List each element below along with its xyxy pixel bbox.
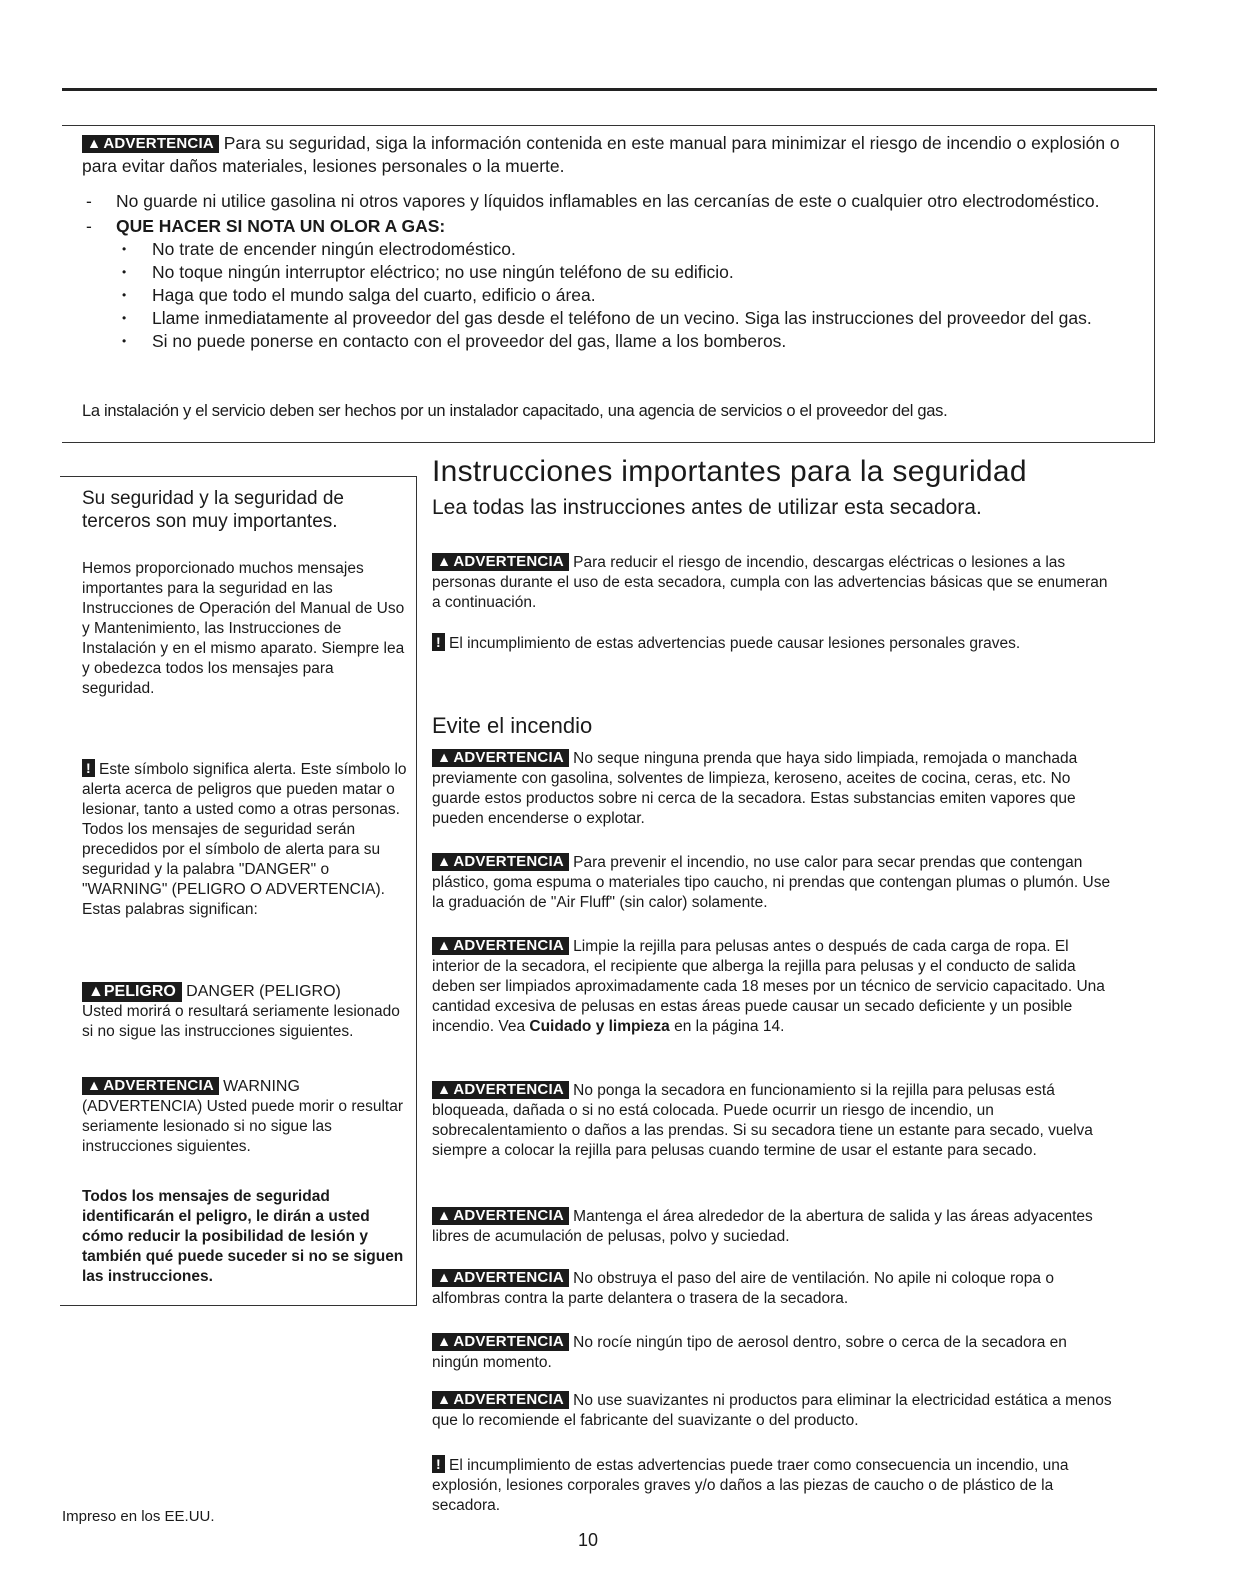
warning-paragraph: ▲ ADVERTENCIA No obstruya el paso del aire de ventilación. No apile ni coloque ropa o alfombras contra la parte delantera o trasera de la secadora. bbox=[432, 1269, 1054, 1307]
alert-triangle-icon: ▲ bbox=[437, 1208, 452, 1224]
alert-paragraph: ! El incumplimiento de estas advertencias puede traer como consecuencia un incendio, una explosión, lesiones corporales graves y/o daños a las piezas de caucho o de plástico de la secadora. bbox=[432, 1456, 1069, 1514]
alert-triangle-icon: ▲ bbox=[437, 1082, 452, 1098]
advertencia-badge: ▲ ADVERTENCIA bbox=[82, 1077, 219, 1095]
safety-summary: Todos los mensajes de seguridad identificarán el peligro, le dirán a usted cómo reducir la posibilidad de lesión y también qué puede suceder si no se siguen las instrucciones. bbox=[82, 1188, 404, 1285]
gas-warning-intro bbox=[82, 132, 1142, 178]
list-item: • No toque ningún interruptor eléctrico; no use ningún teléfono de su edificio. bbox=[122, 261, 1136, 284]
gas-smell-heading: QUE HACER SI NOTA UN OLOR A GAS: bbox=[116, 216, 446, 236]
alert-triangle-icon: ▲ bbox=[437, 938, 452, 954]
advertencia-badge: ▲ ADVERTENCIA bbox=[432, 853, 569, 871]
alert-triangle-icon: ▲ bbox=[437, 1334, 452, 1350]
alert-triangle-icon: ▲ bbox=[87, 136, 102, 152]
sidebar-paragraph: Hemos proporcionado muchos mensajes importantes para la seguridad en las Instrucciones de Operación del Manual de Uso y Mantenimiento, las Instrucciones de Instalación y en el mismo aparato. Siempre lea y obedezca todos los mensajes para seguridad. bbox=[82, 560, 405, 697]
page-number: 10 bbox=[578, 1530, 599, 1550]
safety-sidebar bbox=[60, 476, 417, 1306]
list-item: - No guarde ni utilice gasolina ni otros vapores y líquidos inflamables en las cercanías de este o cualquier otro electrodoméstico. bbox=[86, 190, 1136, 213]
alert-triangle-icon: ▲ bbox=[437, 554, 452, 570]
warning-definition: ▲ ADVERTENCIA WARNING (ADVERTENCIA) Usted puede morir o resultar seriamente lesionado si no sigue las instrucciones siguientes. bbox=[82, 1077, 407, 1157]
warning-paragraph: ▲ ADVERTENCIA Para reducir el riesgo de incendio, descargas eléctricas o lesiones a las personas durante el uso de esta secadora, cumpla con las advertencias básicas que se enumeran a continuación. bbox=[432, 553, 1108, 611]
gas-smell-steps bbox=[116, 238, 1136, 353]
advertencia-badge: ▲ ADVERTENCIA bbox=[432, 1269, 569, 1287]
sidebar-title: Su seguridad y la seguridad de terceros son muy importantes. bbox=[82, 488, 344, 532]
warning-paragraph: ▲ ADVERTENCIA No seque ninguna prenda que haya sido limpiada, remojada o manchada previamente con gasolina, solventes de limpieza, keroseno, aceites de cocina, ceras, etc. No guarde estos productos sobre ni cerca de la secadora. Estas substancias emiten vapores que pueden encenderse o explotar. bbox=[432, 749, 1078, 827]
advertencia-badge: ▲ ADVERTENCIA bbox=[432, 1333, 569, 1351]
danger-definition: ▲PELIGRO DANGER (PELIGRO) Usted morirá o resultará seriamente lesionado si no sigue las instrucciones siguientes. bbox=[82, 982, 407, 1042]
advertencia-badge: ▲ ADVERTENCIA bbox=[432, 749, 569, 767]
printed-in-note: Impreso en los EE.UU. bbox=[62, 1508, 215, 1525]
page-subtitle: Lea todas las instrucciones antes de utilizar esta secadora. bbox=[432, 496, 982, 519]
page-title: Instrucciones importantes para la seguridad bbox=[432, 455, 1027, 488]
advertencia-badge: ▲ ADVERTENCIA bbox=[432, 1391, 569, 1409]
gas-warning-box bbox=[62, 125, 1155, 443]
advertencia-badge: ▲ ADVERTENCIA bbox=[432, 1081, 569, 1099]
advertencia-badge: ▲ ADVERTENCIA bbox=[432, 553, 569, 571]
care-cleaning-reference: Cuidado y limpieza bbox=[529, 1018, 670, 1035]
installation-note: La instalación y el servicio deben ser hechos por un instalador capacitado, una agencia de servicios o el proveedor del gas. bbox=[82, 402, 948, 420]
peligro-badge: ▲PELIGRO bbox=[82, 982, 182, 1002]
warning-text: (ADVERTENCIA) Usted puede morir o resultar seriamente lesionado si no sigue las instrucciones siguientes. bbox=[82, 1098, 404, 1155]
advertencia-badge: ▲ ADVERTENCIA bbox=[82, 135, 219, 153]
list-item: • Haga que todo el mundo salga del cuarto, edificio o área. bbox=[122, 284, 1136, 307]
warning-paragraph: ▲ ADVERTENCIA No use suavizantes ni productos para eliminar la electricidad estática a menos que lo recomiende el fabricante del suavizante o del producto. bbox=[432, 1391, 1112, 1429]
alert-symbol-icon: ! bbox=[432, 1455, 445, 1473]
list-item: • Llame inmediatamente al proveedor del gas desde el teléfono de un vecino. Siga las instrucciones del proveedor del gas. bbox=[122, 307, 1136, 330]
section-title: Evite el incendio bbox=[432, 713, 593, 738]
warning-paragraph: ▲ ADVERTENCIA Limpie la rejilla para pelusas antes o después de cada carga de ropa. El interior de la secadora, el recipiente que alberga la rejilla para pelusas y el conducto de salida deben ser limpiados aproximadamente cada 18 meses por un técnico de servicio capacitado. Una cantidad excesiva de pelusas en estas áreas puede causar un secado deficiente y un posible incendio. Vea Cuidado y limpieza en la página 14. bbox=[432, 937, 1105, 1035]
top-rule bbox=[62, 88, 1157, 91]
alert-symbol-icon: ! bbox=[82, 759, 95, 777]
alert-triangle-icon: ▲ bbox=[88, 983, 104, 1000]
alert-triangle-icon: ▲ bbox=[437, 1392, 452, 1408]
warning-paragraph: ▲ ADVERTENCIA No ponga la secadora en funcionamiento si la rejilla para pelusas está bloqueada, dañada o si no está colocada. Puede ocurrir un riesgo de incendio, un sobrecalentamiento o daños a las prendas. Si su secadora tiene un estante para secado, vuelva siempre a colocar la rejilla para pelusas cuando termine de usar el estante para secado. bbox=[432, 1081, 1093, 1159]
alert-paragraph: ! El incumplimiento de estas advertencias puede causar lesiones personales graves. bbox=[432, 633, 1112, 654]
alert-triangle-icon: ▲ bbox=[437, 750, 452, 766]
advertencia-badge: ▲ ADVERTENCIA bbox=[432, 1207, 569, 1225]
alert-triangle-icon: ▲ bbox=[437, 854, 452, 870]
advertencia-badge: ▲ ADVERTENCIA bbox=[432, 937, 569, 955]
list-item: • Si no puede ponerse en contacto con el proveedor del gas, llame a los bomberos. bbox=[122, 330, 1136, 353]
alert-triangle-icon: ▲ bbox=[437, 1270, 452, 1286]
alert-symbol-paragraph: ! Este símbolo significa alerta. Este símbolo lo alerta acerca de peligros que pueden matar o lesionar, tanto a usted como a otras personas. Todos los mensajes de seguridad serán precedidos por el símbolo de alerta para su seguridad y la palabra "DANGER" o "WARNING" (PELIGRO O ADVERTENCIA). Estas palabras significan: bbox=[82, 760, 407, 918]
list-item: • No trate de encender ningún electrodoméstico. bbox=[122, 238, 1136, 261]
gas-warning-intro-text: Para su seguridad, siga la información contenida en este manual para minimizar el riesgo de incendio o explosión o para evitar daños materiales, lesiones personales o la muerte. bbox=[82, 133, 1120, 176]
warning-paragraph: ▲ ADVERTENCIA Mantenga el área alrededor de la abertura de salida y las áreas adyacentes libres de acumulación de pelusas, polvo y suciedad. bbox=[432, 1207, 1093, 1245]
gas-warning-list bbox=[86, 190, 1136, 355]
warning-paragraph: ▲ ADVERTENCIA No rocíe ningún tipo de aerosol dentro, sobre o cerca de la secadora en ningún momento. bbox=[432, 1333, 1067, 1371]
alert-symbol-icon: ! bbox=[432, 633, 445, 651]
warning-paragraph: ▲ ADVERTENCIA Para prevenir el incendio, no use calor para secar prendas que contengan plástico, goma espuma o materiales tipo caucho, ni prendas que contengan plumas o plumón. Use la graduación de "Air Fluff" (sin calor) solamente. bbox=[432, 853, 1111, 911]
danger-text: Usted morirá o resultará seriamente lesionado si no sigue las instrucciones siguientes. bbox=[82, 1003, 400, 1040]
list-item bbox=[86, 215, 1136, 353]
alert-triangle-icon: ▲ bbox=[87, 1078, 102, 1094]
